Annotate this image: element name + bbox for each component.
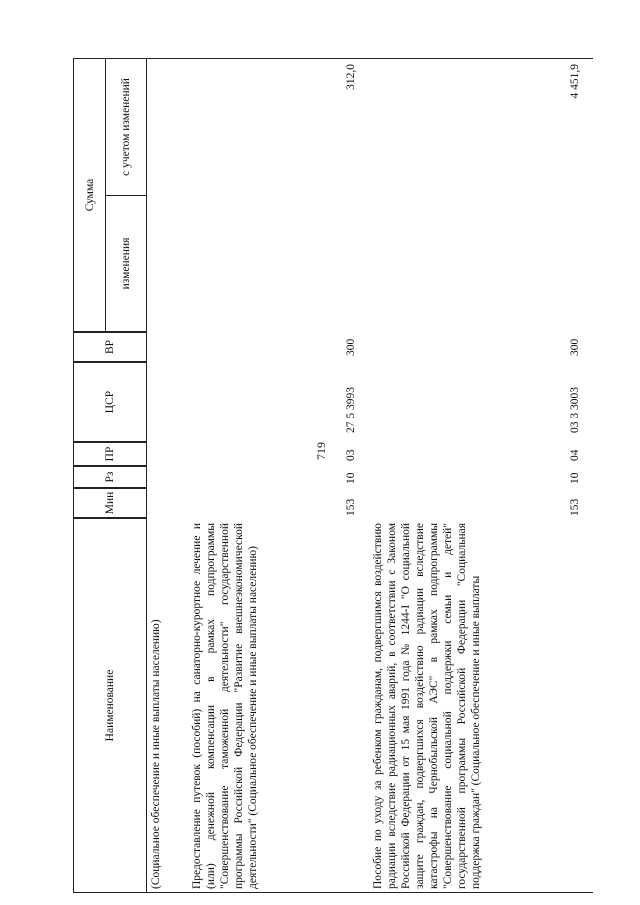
row-total: 4 451,9 xyxy=(569,64,581,99)
document-page xyxy=(73,58,593,893)
page-number: 719 xyxy=(314,442,328,460)
row-vr: 300 xyxy=(569,338,581,356)
row-name: Пособие по уходу за ребенком гражданам, подвергшимся воздействию радиации вследствие радиационных аварий, в соответствии с Законом Российской Федерации от 15 мая 1991 года № 1244-I "О социальной защите граждан, подвергшихся воздействию радиации вследствие катастрофы на Чернобыльской АЭС" в рамках подпрограммы "Совершенствование социальной поддержки семьи и детей" государственной программы Российской Федерации "Социальная поддержка граждан" (Социальное обеспечение и иные выплаты xyxy=(372,522,482,889)
header-sum: Сумма xyxy=(73,58,106,332)
row-csr: 27 5 3993 xyxy=(345,387,357,433)
row-rz: 10 xyxy=(569,472,581,484)
right-border xyxy=(73,58,593,59)
row-min: 153 xyxy=(345,498,357,516)
header-rz: Рз xyxy=(73,466,147,488)
row-total: 312,0 xyxy=(345,64,357,90)
row-min: 153 xyxy=(569,498,581,516)
left-border xyxy=(73,892,593,893)
header-vr: ВР xyxy=(73,332,147,362)
row-pr: 04 xyxy=(569,449,581,461)
header-min: Мин xyxy=(73,488,147,518)
row-rz: 10 xyxy=(345,472,357,484)
row-name: Предоставление путевок (пособий) на санаторно-курортное лечение и (или) денежной компенсации в рамках подпрограммы "Совершенствование таможенной деятельности" государственной программы Российской Федерации "Развитие внешнеэкономической деятельности" (Социальное обеспечение и иные выплаты населению) xyxy=(191,523,259,889)
header-change: изменения xyxy=(105,195,147,332)
header-pr: ПР xyxy=(73,442,147,466)
header-csr: ЦСР xyxy=(73,362,147,442)
row-name: (Социальное обеспечение и иные выплаты населению) xyxy=(150,619,162,889)
row-vr: 300 xyxy=(345,338,357,356)
header-name: Наименование xyxy=(73,518,147,893)
header-with-change: с учетом изменений xyxy=(105,58,147,196)
row-pr: 03 xyxy=(345,449,357,461)
row-csr: 03 3 3003 xyxy=(569,387,581,433)
budget-table xyxy=(73,58,593,893)
